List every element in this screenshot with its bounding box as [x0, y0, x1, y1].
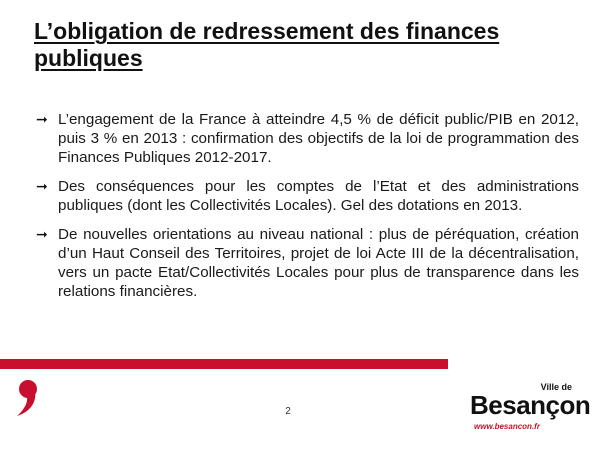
bullet-list — [36, 110, 579, 311]
bullet-item — [36, 110, 579, 167]
footer-divider-bar — [0, 359, 448, 369]
logo-url: www.besancon.fr — [474, 422, 540, 431]
right-arrow-icon: ➞ — [36, 178, 48, 194]
right-arrow-icon: ➞ — [36, 226, 48, 242]
right-arrow-icon: ➞ — [36, 111, 48, 127]
logo-ville-de: Ville de — [540, 382, 572, 392]
logo-city-name: Besançon — [470, 390, 591, 420]
bullet-item — [36, 177, 579, 215]
bullet-text: L’engagement de la France à atteindre 4,5 % de déficit public/PIB en 2012, puis 3 % en 2013 : confirmation des objectifs de la loi de programmation des Finances Publiques 2012-2017. — [58, 111, 579, 166]
bullet-text: De nouvelles orientations au niveau national : plus de péréquation, création d’un Haut Conseil des Territoires, projet de loi Acte III de la décentralisation, vers un pacte Etat/Collectivités Locales pour plus de transparence dans les relations financières. — [58, 226, 579, 300]
bullet-text: Des conséquences pour les comptes de l’Etat et des administrations publiques (dont les Collectivités Locales). Gel des dotations en 2013. — [58, 178, 579, 214]
besancon-logo — [470, 382, 591, 442]
page-number: 2 — [285, 406, 291, 417]
comma-logo-icon — [13, 378, 43, 418]
slide-title: L’obligation de redressement des finances publiques — [34, 18, 500, 71]
bullet-item — [36, 225, 579, 301]
